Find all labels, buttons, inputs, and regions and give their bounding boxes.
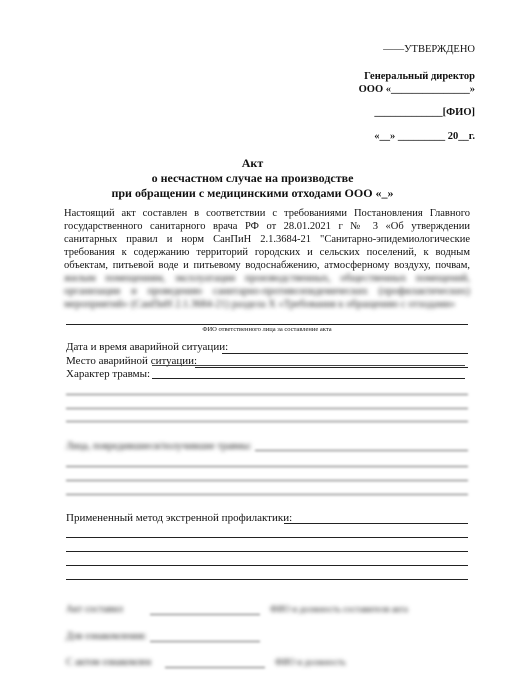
blank-line[interactable]	[66, 394, 468, 395]
signature-row-2-label: Для ознакомления:	[66, 631, 147, 642]
datetime-label: Дата и время аварийной ситуации:	[66, 341, 229, 353]
title-line-1: Акт	[241, 156, 264, 170]
approval-position	[359, 70, 475, 96]
responsible-caption: ФИО ответственного лица за составление акта	[202, 326, 332, 333]
responsible-line[interactable]	[66, 324, 468, 325]
title-line-2: о несчастном случае на производстве	[151, 171, 354, 185]
intro-blurred-text: жилым помещениям, эксплуатации производственных, общественных помещений, организации и проведению санитарно-противоэпидемических (профилактических) мероприятий» (СанПиН 2.1.3684-21) раздела X «Требования к обращению с отходами»	[64, 273, 470, 310]
signature-row-1-caption: ФИО и должность составителя акта	[270, 604, 408, 614]
approval-signature: _____________[ФИО]	[374, 107, 475, 118]
signature-row-1-field[interactable]	[150, 614, 260, 615]
blank-line[interactable]	[66, 565, 468, 566]
blank-line[interactable]	[66, 421, 468, 422]
intro-visible-text: Настоящий акт составлен в соответствии с требованиями Постановления Главного государственного санитарного врача РФ от 28.01.2021 г № 3 «Об утверждении санитарных правил и норм СанПиН 2.1.3684-21 "Санитарно-эпидемиологические требования к содержанию территорий городских и сельских поселений, к водным объектам, питьевой воде и питьевому водоснабжению, атмосферному воздуху, почвам,	[64, 208, 470, 271]
injury-field-underline	[152, 365, 465, 366]
injury-label: Характер травмы:	[66, 368, 151, 380]
title-line-3: при обращении с медицинскими отходами ООО «_»	[111, 186, 394, 200]
injury-field[interactable]	[152, 378, 465, 379]
blank-line[interactable]	[66, 480, 468, 481]
director-title: Генеральный директор	[364, 71, 475, 82]
blank-line[interactable]	[66, 579, 468, 580]
blank-line[interactable]	[66, 537, 468, 538]
document-title	[0, 156, 505, 201]
place-field[interactable]	[195, 367, 468, 368]
datetime-field[interactable]	[222, 353, 468, 354]
signature-row-3-field[interactable]	[165, 667, 265, 668]
blank-line[interactable]	[66, 466, 468, 467]
injured-persons-label: Лица, повредившиеся/получившие травмы:	[66, 441, 252, 452]
approval-date: «__» _________ 20__г.	[374, 131, 475, 142]
prophylaxis-label: Примененный метод экстренной профилактики:	[66, 512, 293, 524]
blank-line[interactable]	[66, 551, 468, 552]
signature-row-2-field[interactable]	[150, 641, 260, 642]
signature-row-3-caption: ФИО и должность	[275, 657, 346, 667]
signature-row-3-label: С актом ознакомлен	[66, 657, 152, 668]
place-label: Место аварийной ситуации:	[66, 355, 198, 367]
injured-persons-field[interactable]	[255, 450, 468, 451]
org-name: ООО «_______________»	[358, 84, 475, 95]
intro-paragraph	[64, 207, 470, 311]
approval-stamp	[383, 43, 475, 56]
blank-line[interactable]	[66, 494, 468, 495]
signature-row-1-label: Акт составил	[66, 604, 123, 615]
approved-text: ——УТВЕРЖДЕНО	[383, 44, 475, 55]
blank-line[interactable]	[66, 408, 468, 409]
prophylaxis-field[interactable]	[284, 523, 468, 524]
